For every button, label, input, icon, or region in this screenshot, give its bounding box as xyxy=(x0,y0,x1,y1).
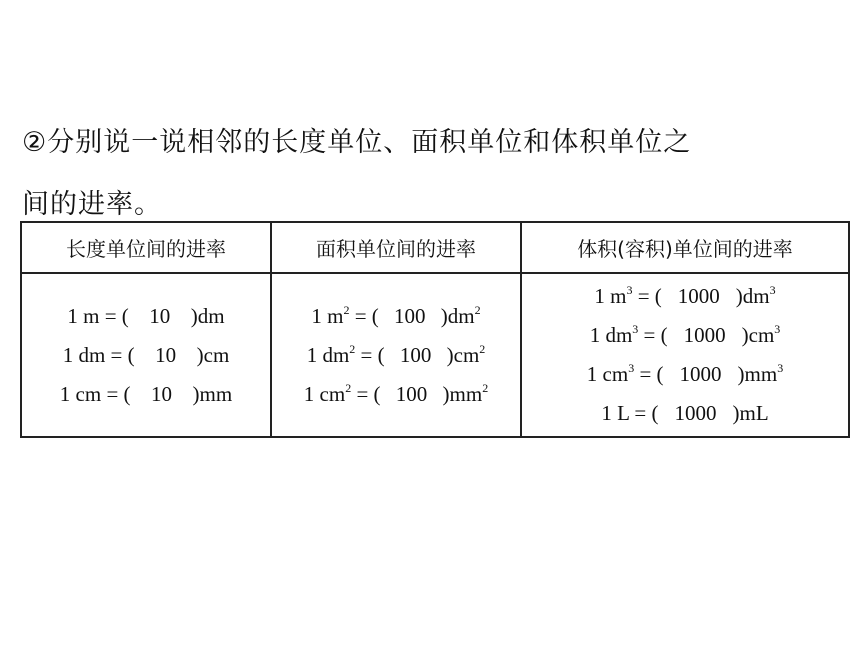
answer-value: 1000 xyxy=(679,362,722,386)
prompt-line-1: ②分别说一说相邻的长度单位、面积单位和体积单位之 xyxy=(22,127,692,158)
table-header-row xyxy=(21,222,849,273)
length-equation-1: 1 m = ( 10 )dm xyxy=(22,297,270,336)
answer-value: 100 xyxy=(394,303,426,328)
length-equation-2: 1 dm = ( 10 )cm xyxy=(22,336,270,375)
area-equation-2: 1 $dm^2$ = ( 100 )$cm^2$ xyxy=(272,336,520,375)
prompt-line-2: 间的进率。 xyxy=(22,189,162,220)
length-equation-3: 1 cm = ( 10 )mm xyxy=(22,375,270,414)
area-rates-cell xyxy=(271,273,521,437)
area-equation-3: 1 $cm^2$ = ( 100 )$mm^2$ xyxy=(272,375,520,414)
table-row xyxy=(21,273,849,437)
volume-equation-1: 1 $m^3$ = ( 1000 )$dm^3$ xyxy=(522,277,848,316)
unit-rates-table xyxy=(20,221,850,438)
answer-value: 1000 xyxy=(683,323,726,347)
answer-value: 1000 xyxy=(674,401,717,425)
volume-equation-3: 1 $cm^3$ = ( 1000 )$mm^3$ xyxy=(522,355,848,394)
header-volume-rates: 体积(容积)单位间的进率 xyxy=(521,222,849,273)
answer-value: 10 xyxy=(151,381,173,406)
answer-value: 1000 xyxy=(677,284,720,308)
volume-equation-4: 1 L = ( 1000 )mL xyxy=(522,394,848,433)
answer-value: 100 xyxy=(395,381,428,406)
length-rates-cell xyxy=(21,273,271,437)
header-area-rates: 面积单位间的进率 xyxy=(271,222,521,273)
area-equation-1: 1 $m^2$ = ( 100 )$dm^2$ xyxy=(272,297,520,336)
header-length-rates: 长度单位间的进率 xyxy=(21,222,271,273)
answer-value: 10 xyxy=(155,342,177,367)
question-prompt xyxy=(22,112,842,236)
volume-rates-cell xyxy=(521,273,849,437)
answer-value: 100 xyxy=(399,342,432,367)
volume-equation-2: 1 $dm^3$ = ( 1000 )$cm^3$ xyxy=(522,316,848,355)
answer-value: 10 xyxy=(149,303,171,328)
